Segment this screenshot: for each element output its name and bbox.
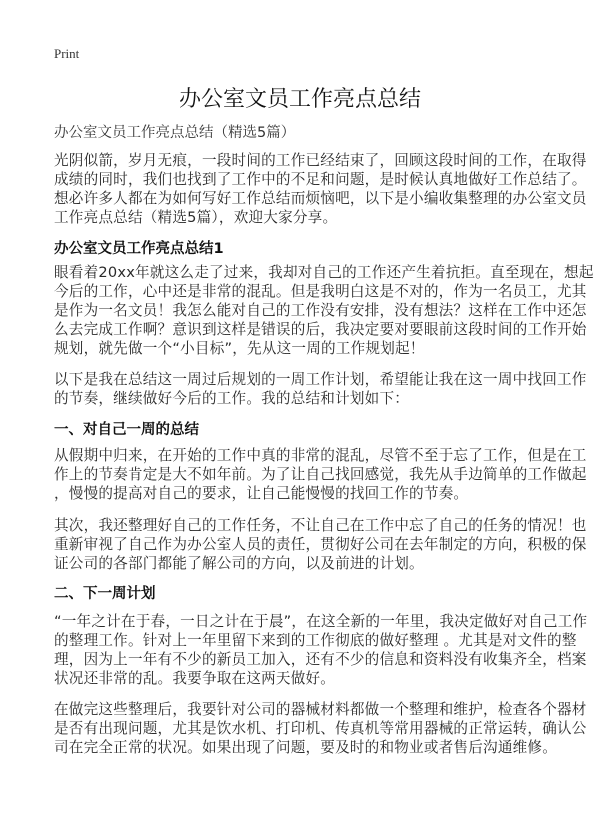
text-line: 重新审视了自己作为办公室人员的责任，贯彻好公司在去年制定的方向，积极的保 <box>54 536 587 553</box>
text-line: 么去完成工作啊？意识到这样是错误的后，我决定要对要眼前这段时间的工作开始 <box>54 321 587 338</box>
body-paragraph <box>54 263 594 358</box>
text-line: 想必许多人都在为如何写好工作总结而烦恼吧，以下是小编收集整理的办公室文员 <box>54 190 587 207</box>
text-line: 作上的节奏肯定是大不如年前。为了让自己找回感觉，我先从手边简单的工作做起 <box>54 466 587 483</box>
text-line: 的整理工作。针对上一年里留下来到的工作彻底的做好整理 。尤其是对文件的整 <box>54 632 577 649</box>
text-line: 规划，就先做一个“小目标”，先从这一周的工作规划起！ <box>54 340 425 357</box>
section-heading: 办公室文员工作亮点总结1 <box>54 241 224 257</box>
text-line: 成绩的同时，我们也找到了工作中的不足和问题，是时候认真地做好工作总结了。 <box>54 171 587 188</box>
body-paragraph <box>54 516 587 573</box>
text-line: 工作亮点总结（精选5篇），欢迎大家分享。 <box>54 209 338 226</box>
document-subtitle: 办公室文员工作亮点总结（精选5篇） <box>54 125 296 141</box>
text-line: 从假期中归来，在开始的工作中真的非常的混乱，尽管不至于忘了工作，但是在工 <box>54 447 587 464</box>
document-title: 办公室文员工作亮点总结 <box>178 87 421 112</box>
text-line: 是作为一名文员！我怎么能对自己的工作没有安排，没有想法？这样在工作中还怎 <box>54 302 587 319</box>
body-paragraph <box>54 370 587 408</box>
text-line: “一年之计在于春，一日之计在于晨”，在这全新的一年里，我决定做好对自己工作 <box>54 613 588 630</box>
intro-paragraph <box>54 151 587 227</box>
body-paragraph <box>54 446 587 503</box>
text-line: 理，因为上一年有不少的新员工加入，还有不少的信息和资料没有收集齐全，档案 <box>54 651 587 668</box>
text-line: 眼看着20xx年就这么走了过来，我却对自己的工作还产生着抗拒。直至现在，想起 <box>54 264 594 281</box>
body-paragraph <box>54 612 587 688</box>
text-line: ，慢慢的提高对自己的要求，让自己能慢慢的找回工作的节奏。 <box>54 485 469 502</box>
text-line: 今后的工作，心中还是非常的混乱。但是我明白这是不对的，作为一名员工，尤其 <box>54 283 587 300</box>
text-line: 状况还非常的乱。我要争取在这两天做好。 <box>54 670 336 687</box>
text-line: 司在完全正常的状况。如果出现了问题，要及时的和物业或者售后沟通维修。 <box>54 739 557 756</box>
text-line: 光阴似箭，岁月无痕，一段时间的工作已经结束了，回顾这段时间的工作，在取得 <box>54 152 587 169</box>
text-line: 在做完这些整理后，我要针对公司的器械材料都做一个整理和维护，检查各个器材 <box>54 701 587 718</box>
print-link[interactable]: Print <box>54 46 80 61</box>
subsection-heading: 二、下一周计划 <box>54 586 156 602</box>
subsection-heading: 一、对自己一周的总结 <box>54 422 199 438</box>
text-line: 其次，我还整理好自己的工作任务，不让自己在工作中忘了自己的任务的情况！也 <box>54 517 587 534</box>
text-line: 证公司的各部门都能了解公司的方向，以及前进的计划。 <box>54 555 424 572</box>
text-line: 是否有出现问题，尤其是饮水机、打印机、传真机等常用器械的正常运转，确认公 <box>54 720 587 737</box>
text-line: 以下是我在总结这一周过后规划的一周工作计划，希望能让我在这一周中找回工作 <box>54 371 587 388</box>
body-paragraph <box>54 700 587 757</box>
text-line: 的节奏，继续做好今后的工作。我的总结和计划如下： <box>54 390 410 407</box>
